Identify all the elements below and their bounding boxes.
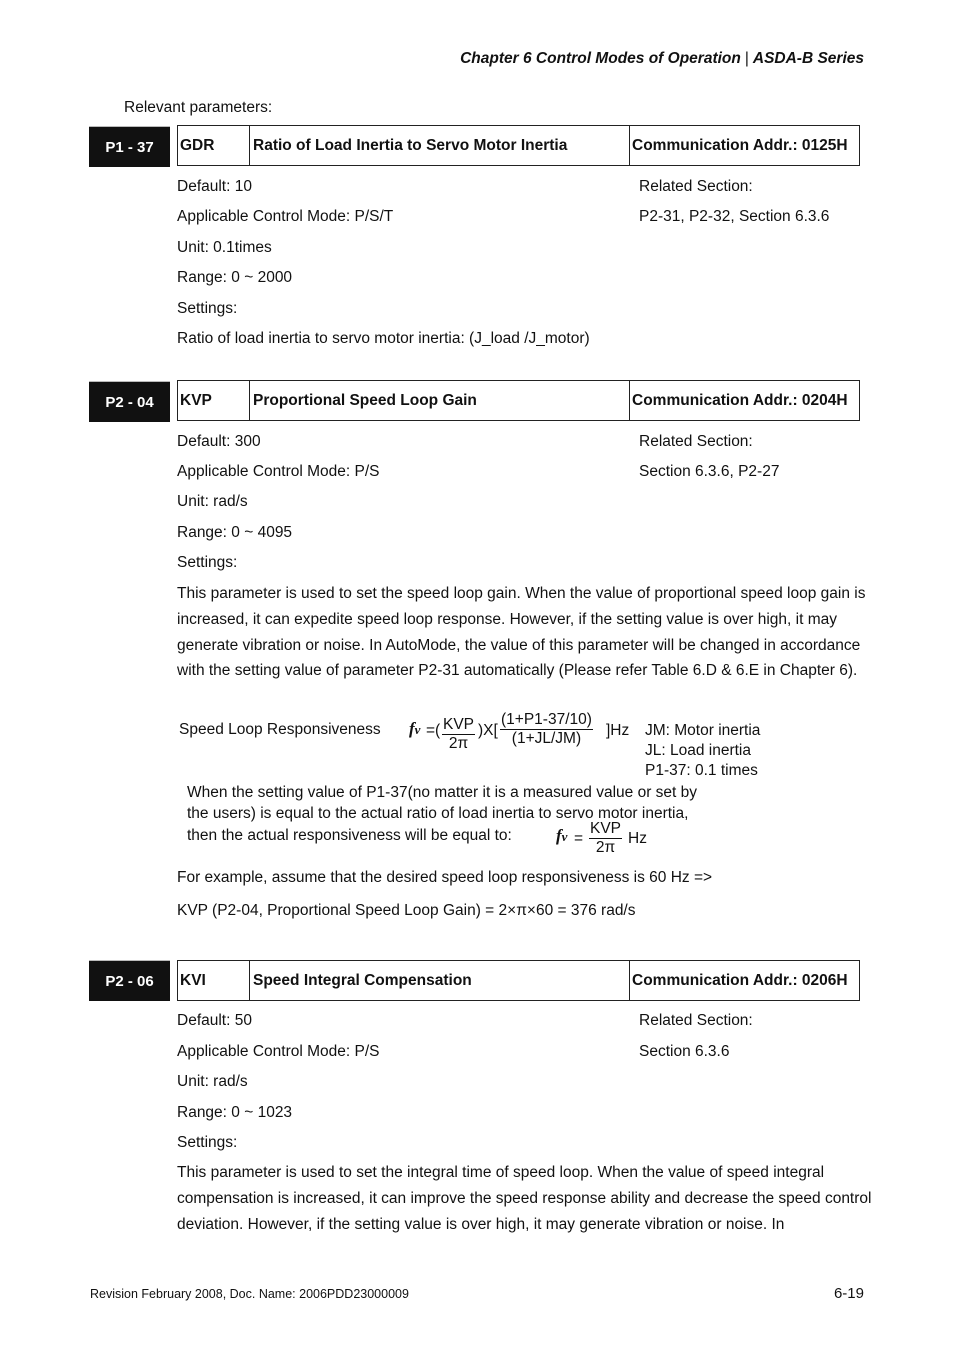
param-description: This parameter is used to set the integral time of speed loop. When the value of speed integral compensation is increased, it can improve the speed response ability and decrease the speed control deviation. However, if the setting value is over high, it may generate vibration or noise. In bbox=[177, 1164, 872, 1233]
kvp2-denominator: 2π bbox=[595, 839, 616, 856]
related-section-value: P2-31, P2-32, Section 6.3.6 bbox=[639, 208, 830, 225]
param-name: GDR bbox=[178, 126, 250, 165]
param-default: Default: 50 bbox=[177, 1012, 252, 1029]
param-description: Ratio of load inertia to servo motor inertia: (J_load /J_motor) bbox=[177, 330, 590, 347]
param-range: Range: 0 ~ 1023 bbox=[177, 1104, 293, 1121]
f-symbol: f bbox=[409, 719, 415, 738]
param-settings-label: Settings: bbox=[177, 554, 238, 571]
param-control-mode: Applicable Control Mode: P/S/T bbox=[177, 208, 394, 225]
param-unit: Unit: rad/s bbox=[177, 493, 248, 510]
ratio-denominator: (1+JL/JM) bbox=[511, 730, 582, 747]
param-name: KVI bbox=[178, 961, 250, 1000]
ratio-fraction bbox=[500, 711, 593, 748]
formula-close-hz: ]Hz bbox=[606, 722, 630, 739]
kvp2-numerator: KVP bbox=[590, 820, 622, 837]
param-code-p2-04: P2 - 04 bbox=[89, 381, 170, 422]
related-section-value: Section 6.3.6, P2-27 bbox=[639, 463, 780, 480]
related-section-label: Related Section: bbox=[639, 433, 753, 450]
param-code-p2-06: P2 - 06 bbox=[89, 960, 170, 1001]
series-name: ASDA-B Series bbox=[752, 50, 864, 67]
param-default: Default: 300 bbox=[177, 433, 261, 450]
param-unit: Unit: 0.1times bbox=[177, 239, 272, 256]
kvp2-fraction bbox=[589, 820, 622, 857]
formula-eq-open: =( bbox=[426, 722, 441, 739]
param-address: Communication Addr.: 0204H bbox=[632, 391, 848, 409]
param-default: Default: 10 bbox=[177, 178, 252, 195]
param-title: Ratio of Load Inertia to Servo Motor Inertia bbox=[250, 126, 630, 165]
footer-revision: Revision February 2008, Doc. Name: 2006PDD23000009 bbox=[90, 1287, 409, 1301]
formula2-hz: Hz bbox=[628, 830, 647, 847]
formula2-f-symbol bbox=[556, 826, 567, 846]
param-description: This parameter is used to set the speed loop gain. When the value of proportional speed loop gain is increased, it can expedite speed loop response. However, if the setting value is over high, it may generate vibration or noise. In AutoMode, the value of this parameter will be changed in accordance with the setting value of parameter P2-31 automatically (Please refer Table 6.D & 6.E in Chapter 6). bbox=[177, 585, 866, 680]
f-subscript: v bbox=[561, 829, 568, 844]
param-name: KVP bbox=[178, 381, 250, 420]
formula-note-line1: When the setting value of P1-37(no matter it is a measured value or set by bbox=[187, 784, 698, 801]
param-address: Communication Addr.: 0206H bbox=[632, 971, 848, 989]
relevant-parameters-label: Relevant parameters: bbox=[124, 99, 273, 116]
related-section-value: Section 6.3.6 bbox=[639, 1043, 730, 1060]
param-address: Communication Addr.: 0125H bbox=[632, 136, 848, 154]
example-line2: KVP (P2-04, Proportional Speed Loop Gain) = 2×π×60 = 376 rad/s bbox=[177, 902, 636, 919]
param-header-p2-04 bbox=[177, 380, 860, 421]
param-unit: Unit: rad/s bbox=[177, 1073, 248, 1090]
kvp-denominator: 2π bbox=[448, 735, 469, 752]
page-number: 6-19 bbox=[833, 1285, 864, 1302]
running-header bbox=[460, 50, 864, 68]
related-section-label: Related Section: bbox=[639, 1012, 753, 1029]
param-header-p2-06 bbox=[177, 960, 860, 1001]
related-section-label: Related Section: bbox=[639, 178, 753, 195]
param-range: Range: 0 ~ 4095 bbox=[177, 524, 293, 541]
formula-note-line3: then the actual responsiveness will be equal to: bbox=[187, 827, 512, 844]
chapter-title: Chapter 6 Control Modes of Operation bbox=[460, 50, 741, 67]
kvp-numerator: KVP bbox=[443, 716, 475, 733]
param-title: Proportional Speed Loop Gain bbox=[250, 381, 630, 420]
f-subscript: v bbox=[414, 722, 421, 737]
param-settings-label: Settings: bbox=[177, 300, 238, 317]
param-control-mode: Applicable Control Mode: P/S bbox=[177, 463, 380, 480]
example-line1: For example, assume that the desired speed loop responsiveness is 60 Hz => bbox=[177, 869, 713, 886]
formula-note-line2: the users) is equal to the actual ratio of load inertia to servo motor inertia, bbox=[187, 805, 689, 822]
legend-jm: JM: Motor inertia bbox=[645, 722, 761, 739]
param-settings-label: Settings: bbox=[177, 1134, 238, 1151]
header-separator: | bbox=[744, 50, 749, 67]
ratio-numerator: (1+P1-37/10) bbox=[501, 711, 592, 728]
param-range: Range: 0 ~ 2000 bbox=[177, 269, 293, 286]
param-control-mode: Applicable Control Mode: P/S bbox=[177, 1043, 380, 1060]
formula-f-symbol bbox=[409, 719, 420, 739]
param-header-p1-37 bbox=[177, 125, 860, 166]
param-code-p1-37: P1 - 37 bbox=[89, 126, 170, 167]
formula-times-open: )X[ bbox=[478, 722, 498, 739]
param-title: Speed Integral Compensation bbox=[250, 961, 630, 1000]
kvp-fraction bbox=[442, 716, 475, 753]
f-symbol: f bbox=[556, 826, 562, 845]
legend-jl: JL: Load inertia bbox=[645, 742, 751, 759]
legend-p1-37: P1-37: 0.1 times bbox=[645, 762, 758, 779]
formula-label: Speed Loop Responsiveness bbox=[179, 721, 381, 738]
formula2-eq: = bbox=[574, 830, 584, 847]
